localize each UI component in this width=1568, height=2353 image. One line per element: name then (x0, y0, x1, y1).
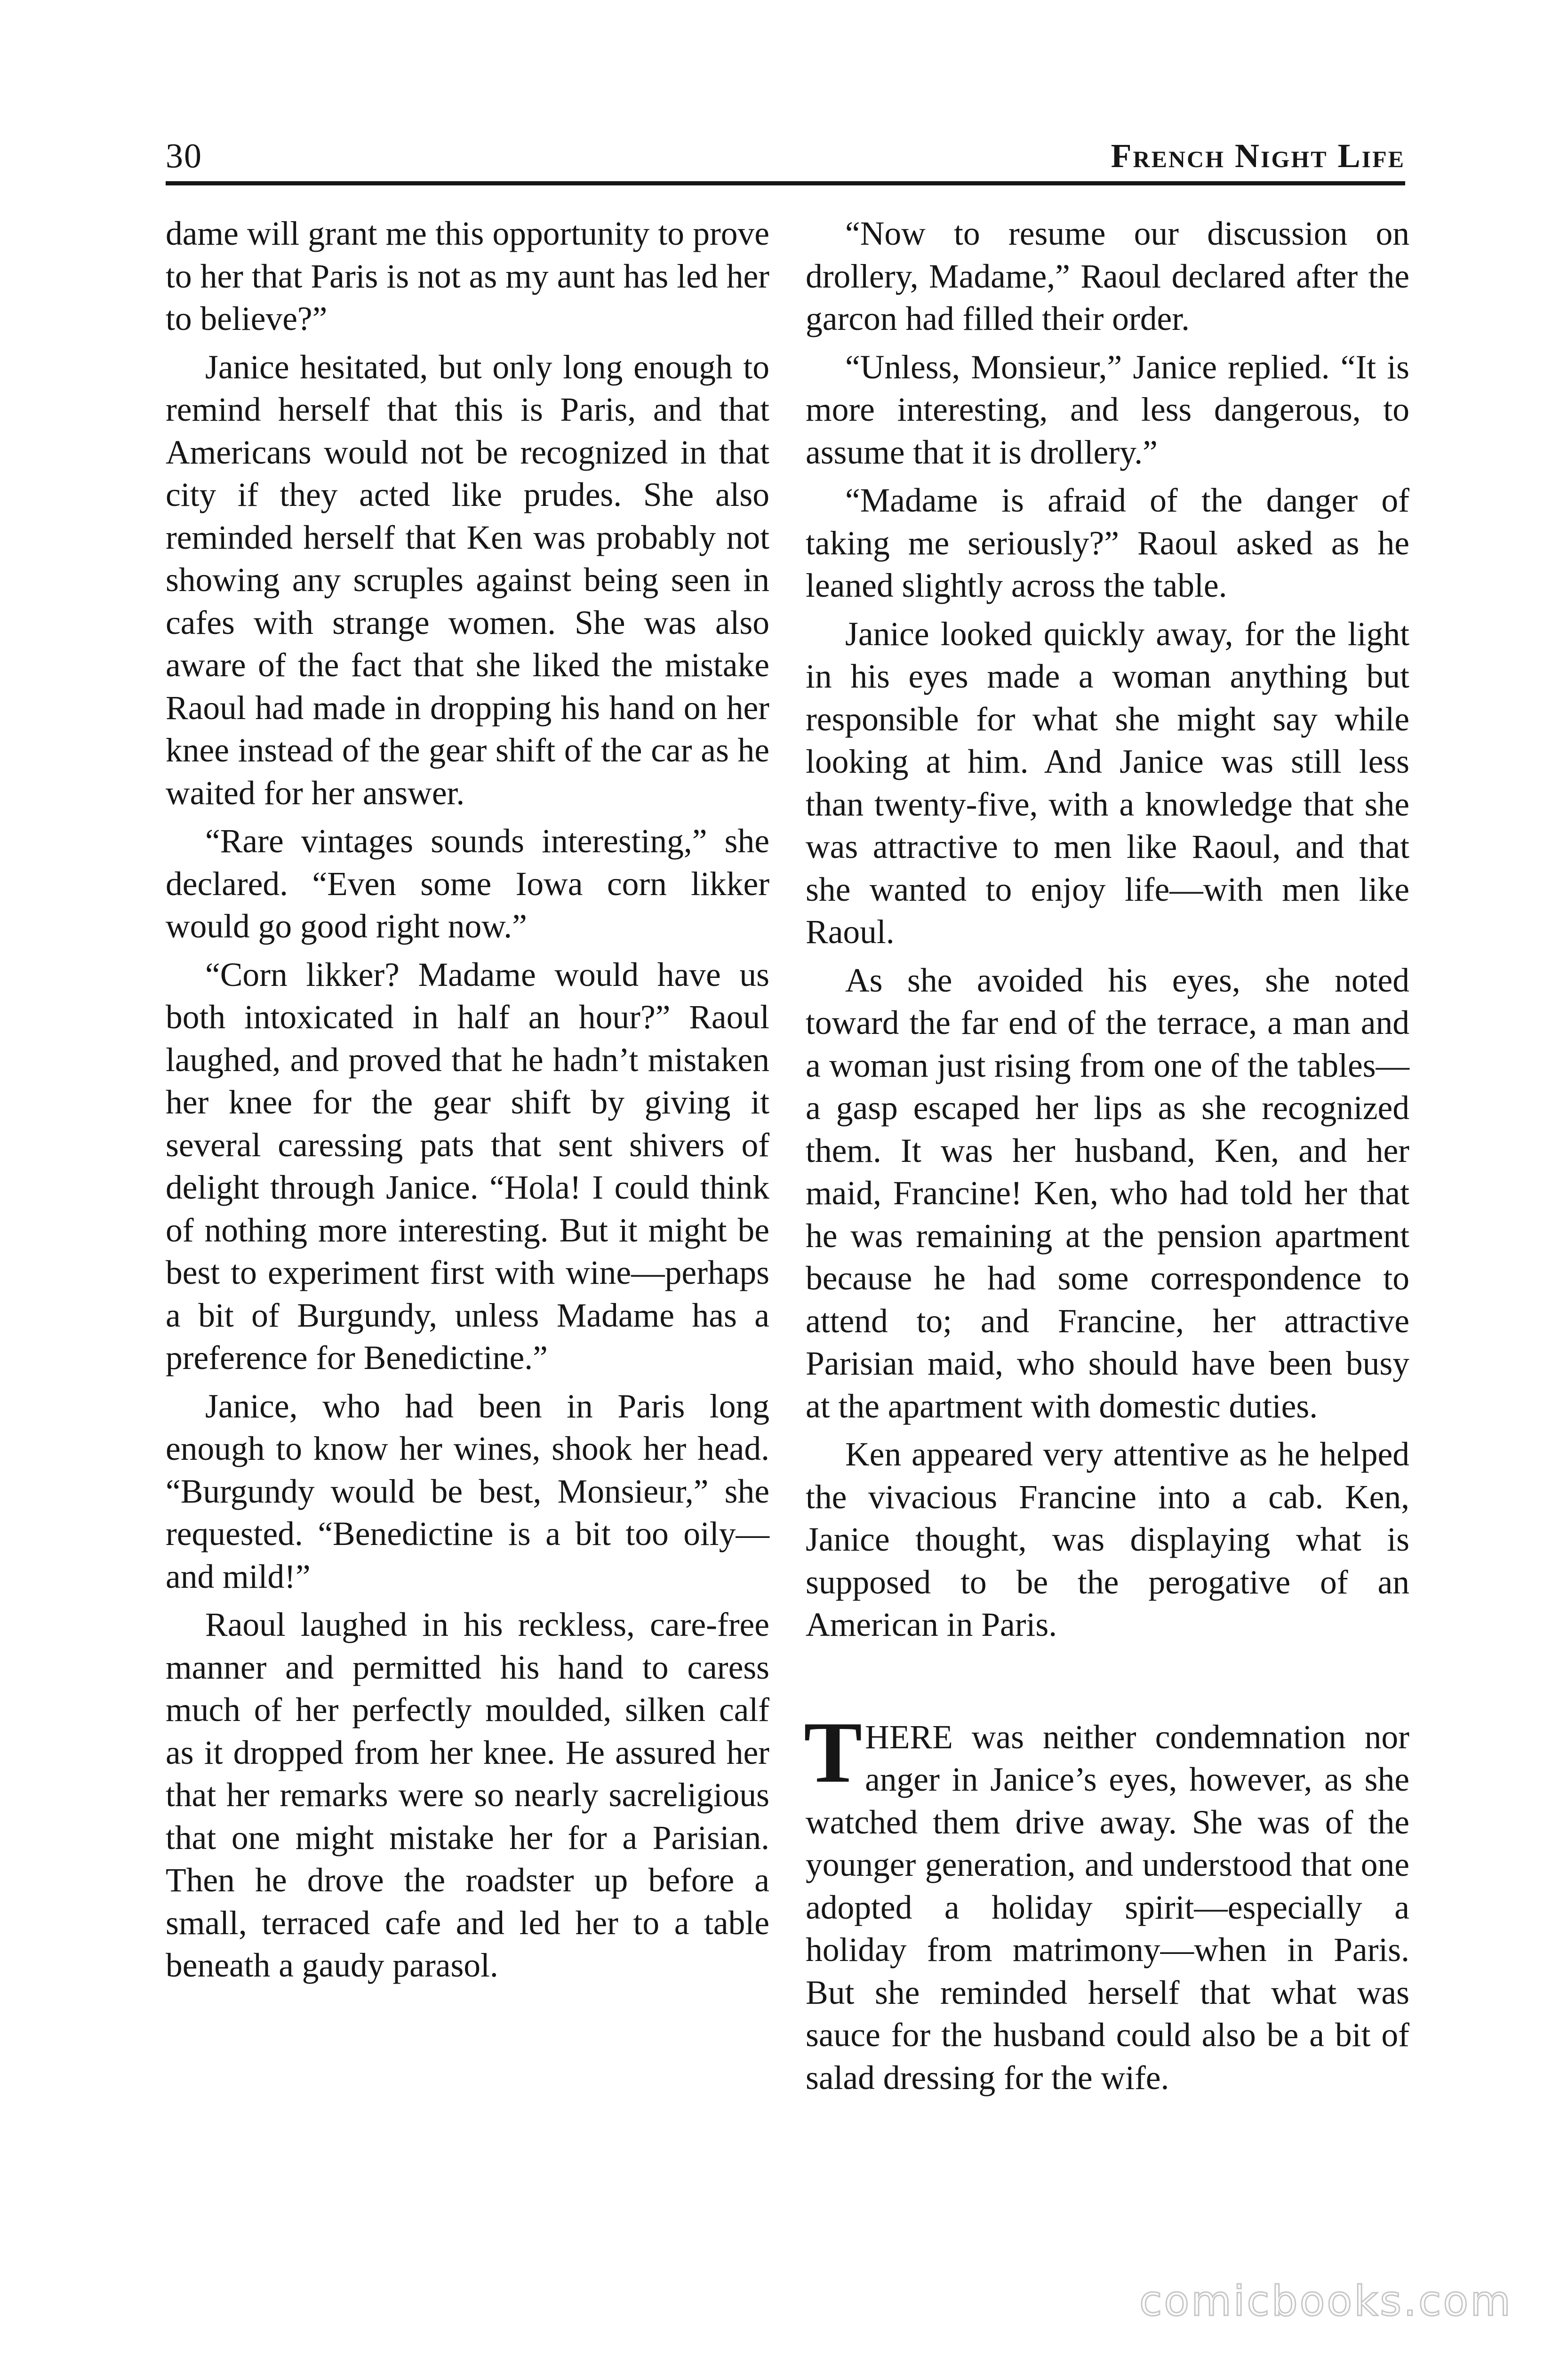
watermark: comicbooks.com (1139, 2277, 1512, 2325)
paragraph: Janice, who had been in Paris long enough to know her wines, shook her head. “Burgundy would be best, Monsieur,” she requested. “Benedictine is a bit too oily—and mild!” (166, 1387, 769, 1595)
section-break-text: HERE was neither condemnation nor anger in Janice’s eyes, however, as she watched them drive away. She was of the younger generation, and understood that one adopted a holiday spirit—especially a holiday from matrimony—when in Paris. But she reminded herself that what was sauce for the husband could also be a bit of salad dressing for the wife. (806, 1718, 1409, 2097)
running-title: French Night Life (1111, 137, 1405, 175)
paragraph: “Unless, Monsieur,” Janice replied. “It is more interesting, and less dangerous, to assume that it is drollery.” (806, 348, 1409, 471)
paragraph: “Corn likker? Madame would have us both intoxicated in half an hour?” Raoul laughed, and proved that he hadn’t mistaken her knee for the gear shift by giving it several caressing pats that sent shivers of delight through Janice. “Hola! I could think of nothing more interesting. But it might be best to experiment first with wine—perhaps a bit of Burgundy, unless Madame has a preference for Benedictine.” (166, 956, 769, 1377)
header-rule (166, 181, 1405, 185)
paragraph: “Madame is afraid of the danger of taking me seriously?” Raoul asked as he leaned slightly across the table. (806, 482, 1409, 604)
running-head (166, 130, 1405, 177)
paragraph: As she avoided his eyes, she noted toward the far end of the terrace, a man and a woman just rising from one of the tables—a gasp escaped her lips as she recognized them. It was her husband, Ken, and her maid, Francine! Ken, who had told her that he was remaining at the pension apartment because he had some correspondence to attend to; and Francine, her attractive Parisian maid, who should have been busy at the apartment with domestic duties. (806, 961, 1409, 1425)
page-number: 30 (166, 137, 202, 176)
section-break-paragraph (804, 1704, 1409, 2100)
drop-cap: T (804, 1704, 863, 1801)
paragraph: “Rare vintages sounds interesting,” she declared. “Even some Iowa corn likker would go good right now.” (166, 823, 769, 945)
paragraph: dame will grant me this opportunity to prove to her that Paris is not as my aunt has led her to believe?” (166, 215, 769, 337)
left-column (166, 213, 769, 1993)
paragraph: Ken appeared very attentive as he helped the vivacious Francine into a cab. Ken, Janice thought, was displaying what is supposed to be the perogative of an American in Paris. (806, 1436, 1409, 1643)
paragraph: Janice hesitated, but only long enough to remind herself that this is Paris, and that Americans would not be recognized in that city if they acted like prudes. She also reminded herself that Ken was probably not showing any scruples against being seen in cafes with strange women. She was also aware of the fact that she liked the mistake Raoul had made in dropping his hand on her knee instead of the gear shift of the car as he waited for her answer. (166, 348, 769, 812)
right-column (806, 213, 1409, 2105)
paragraph: “Now to resume our discussion on drollery, Madame,” Raoul declared after the garcon had filled their order. (806, 215, 1409, 337)
paragraph: Raoul laughed in his reckless, care-free manner and permitted his hand to caress much of her perfectly moulded, silken calf as it dropped from her knee. He assured her that her remarks were so nearly sacreligious that one might mistake her for a Parisian. Then he drove the roadster up before a small, terraced cafe and led her to a table beneath a gaudy parasol. (166, 1606, 769, 1984)
paragraph: Janice looked quickly away, for the light in his eyes made a woman anything but responsible for what she might say while looking at him. And Janice was still less than twenty-five, with a knowledge that she was attractive to men like Raoul, and that she wanted to enjoy life—with men like Raoul. (806, 615, 1409, 951)
